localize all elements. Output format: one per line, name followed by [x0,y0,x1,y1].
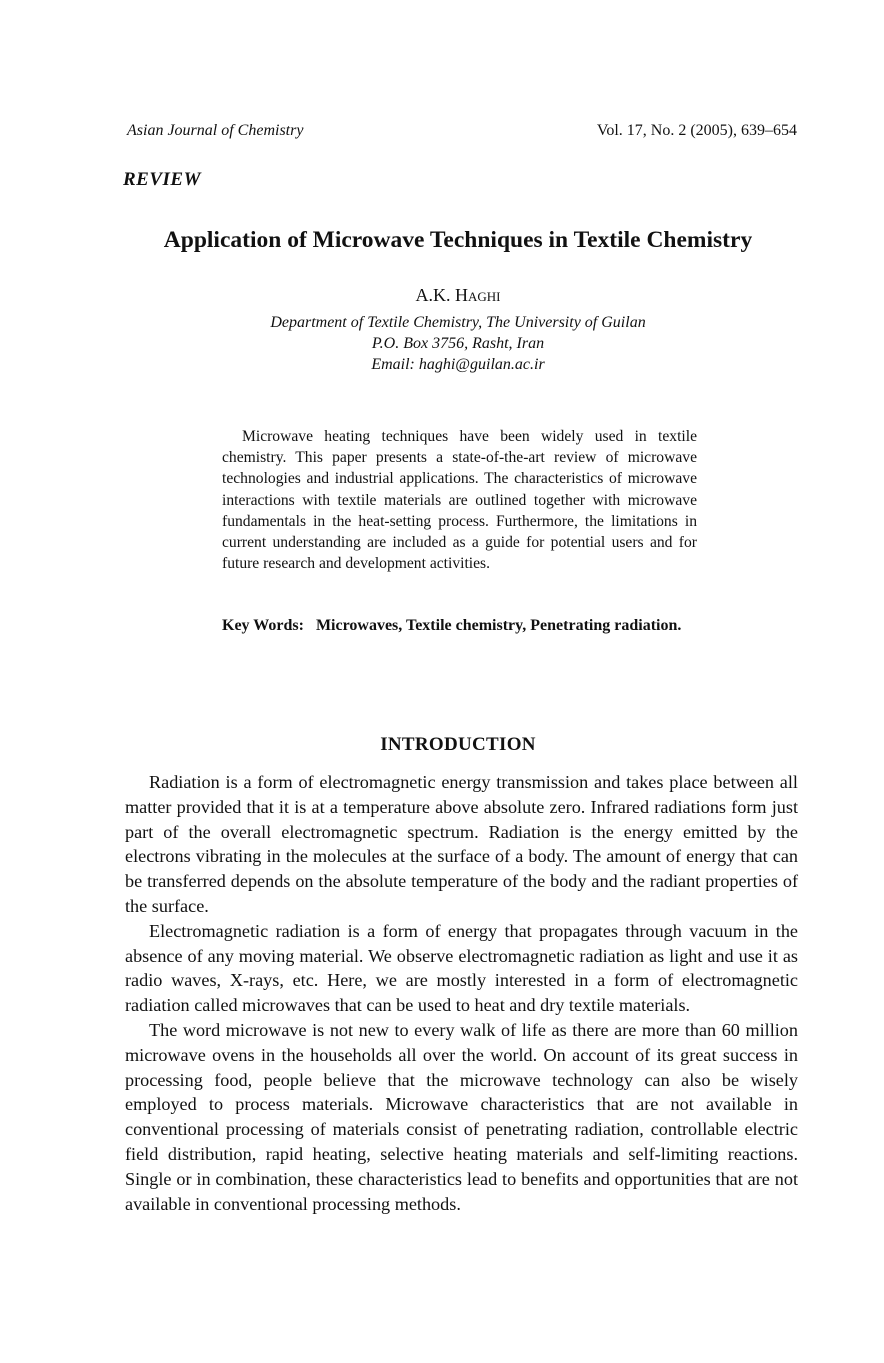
section-label: REVIEW [123,169,201,190]
paragraph: The word microwave is not new to every walk of life as there are more than 60 million microwave ovens in the households all over the world. On account of its great success in processing food, people believe that the microwave technology can also be wisely employed to process materials. Microwave characteristics that are not available in conventional processing of materials consist of penetrating radiation, controllable electric field distribution, rapid heating, selective heating materials and self-limiting reactions. Single or in combination, these characteristics lead to benefits and opportunities that are not available in conventional processing methods. [125,1019,798,1214]
keywords-text: Microwaves, Textile chemistry, Penetrating radiation. [315,617,682,634]
affiliation-email: Email: haghi@guilan.ac.ir [371,356,545,373]
paragraph: Electromagnetic radiation is a form of energy that propagates through vacuum in the absence of any moving material. We observe electromagnetic radiation as light and use it as radio waves, X-rays, etc. Here, we are mostly interested in a form of electromagnetic radiation called microwaves that can be used to heat and dry textile materials. [125,920,798,1016]
keywords-label: Key Words: [222,617,304,634]
abstract: Microwave heating techniques have been widely used in textile chemistry. This paper presents a state-of-the-art review of microwave technologies and industrial applications. The characteristics of microwave interactions with textile materials are outlined together with microwave fundamentals in the heat-setting process. Furthermore, the limitations in current understanding are included as a guide for potential users and for future research and development activities. [222,428,697,573]
affiliation-address: P.O. Box 3756, Rasht, Iran [371,335,545,352]
journal-name: Asian Journal of Chemistry [127,122,304,139]
introduction-body [125,770,798,1216]
keywords [222,616,697,636]
affiliation-department: Department of Textile Chemistry, The University of Guilan [270,314,646,331]
paragraph: Radiation is a form of electromagnetic energy transmission and takes place between all matter provided that it is at a temperature above absolute zero. Infrared radiations form just part of the overall electromagnetic spectrum. Radiation is the energy emitted by the electrons vibrating in the molecules at the surface of a body. The amount of energy that can be transferred depends on the absolute temperature of the body and the radiant properties of the surface. [125,772,798,916]
introduction-heading: INTRODUCTION [380,734,536,755]
affiliation [60,312,856,375]
running-header [127,121,797,143]
volume-info: Vol. 17, No. 2 (2005), 639–654 [596,122,797,139]
author-name: A.K. Haghi [415,285,501,305]
paper-title: Application of Microwave Techniques in Textile Chemistry [163,227,753,253]
